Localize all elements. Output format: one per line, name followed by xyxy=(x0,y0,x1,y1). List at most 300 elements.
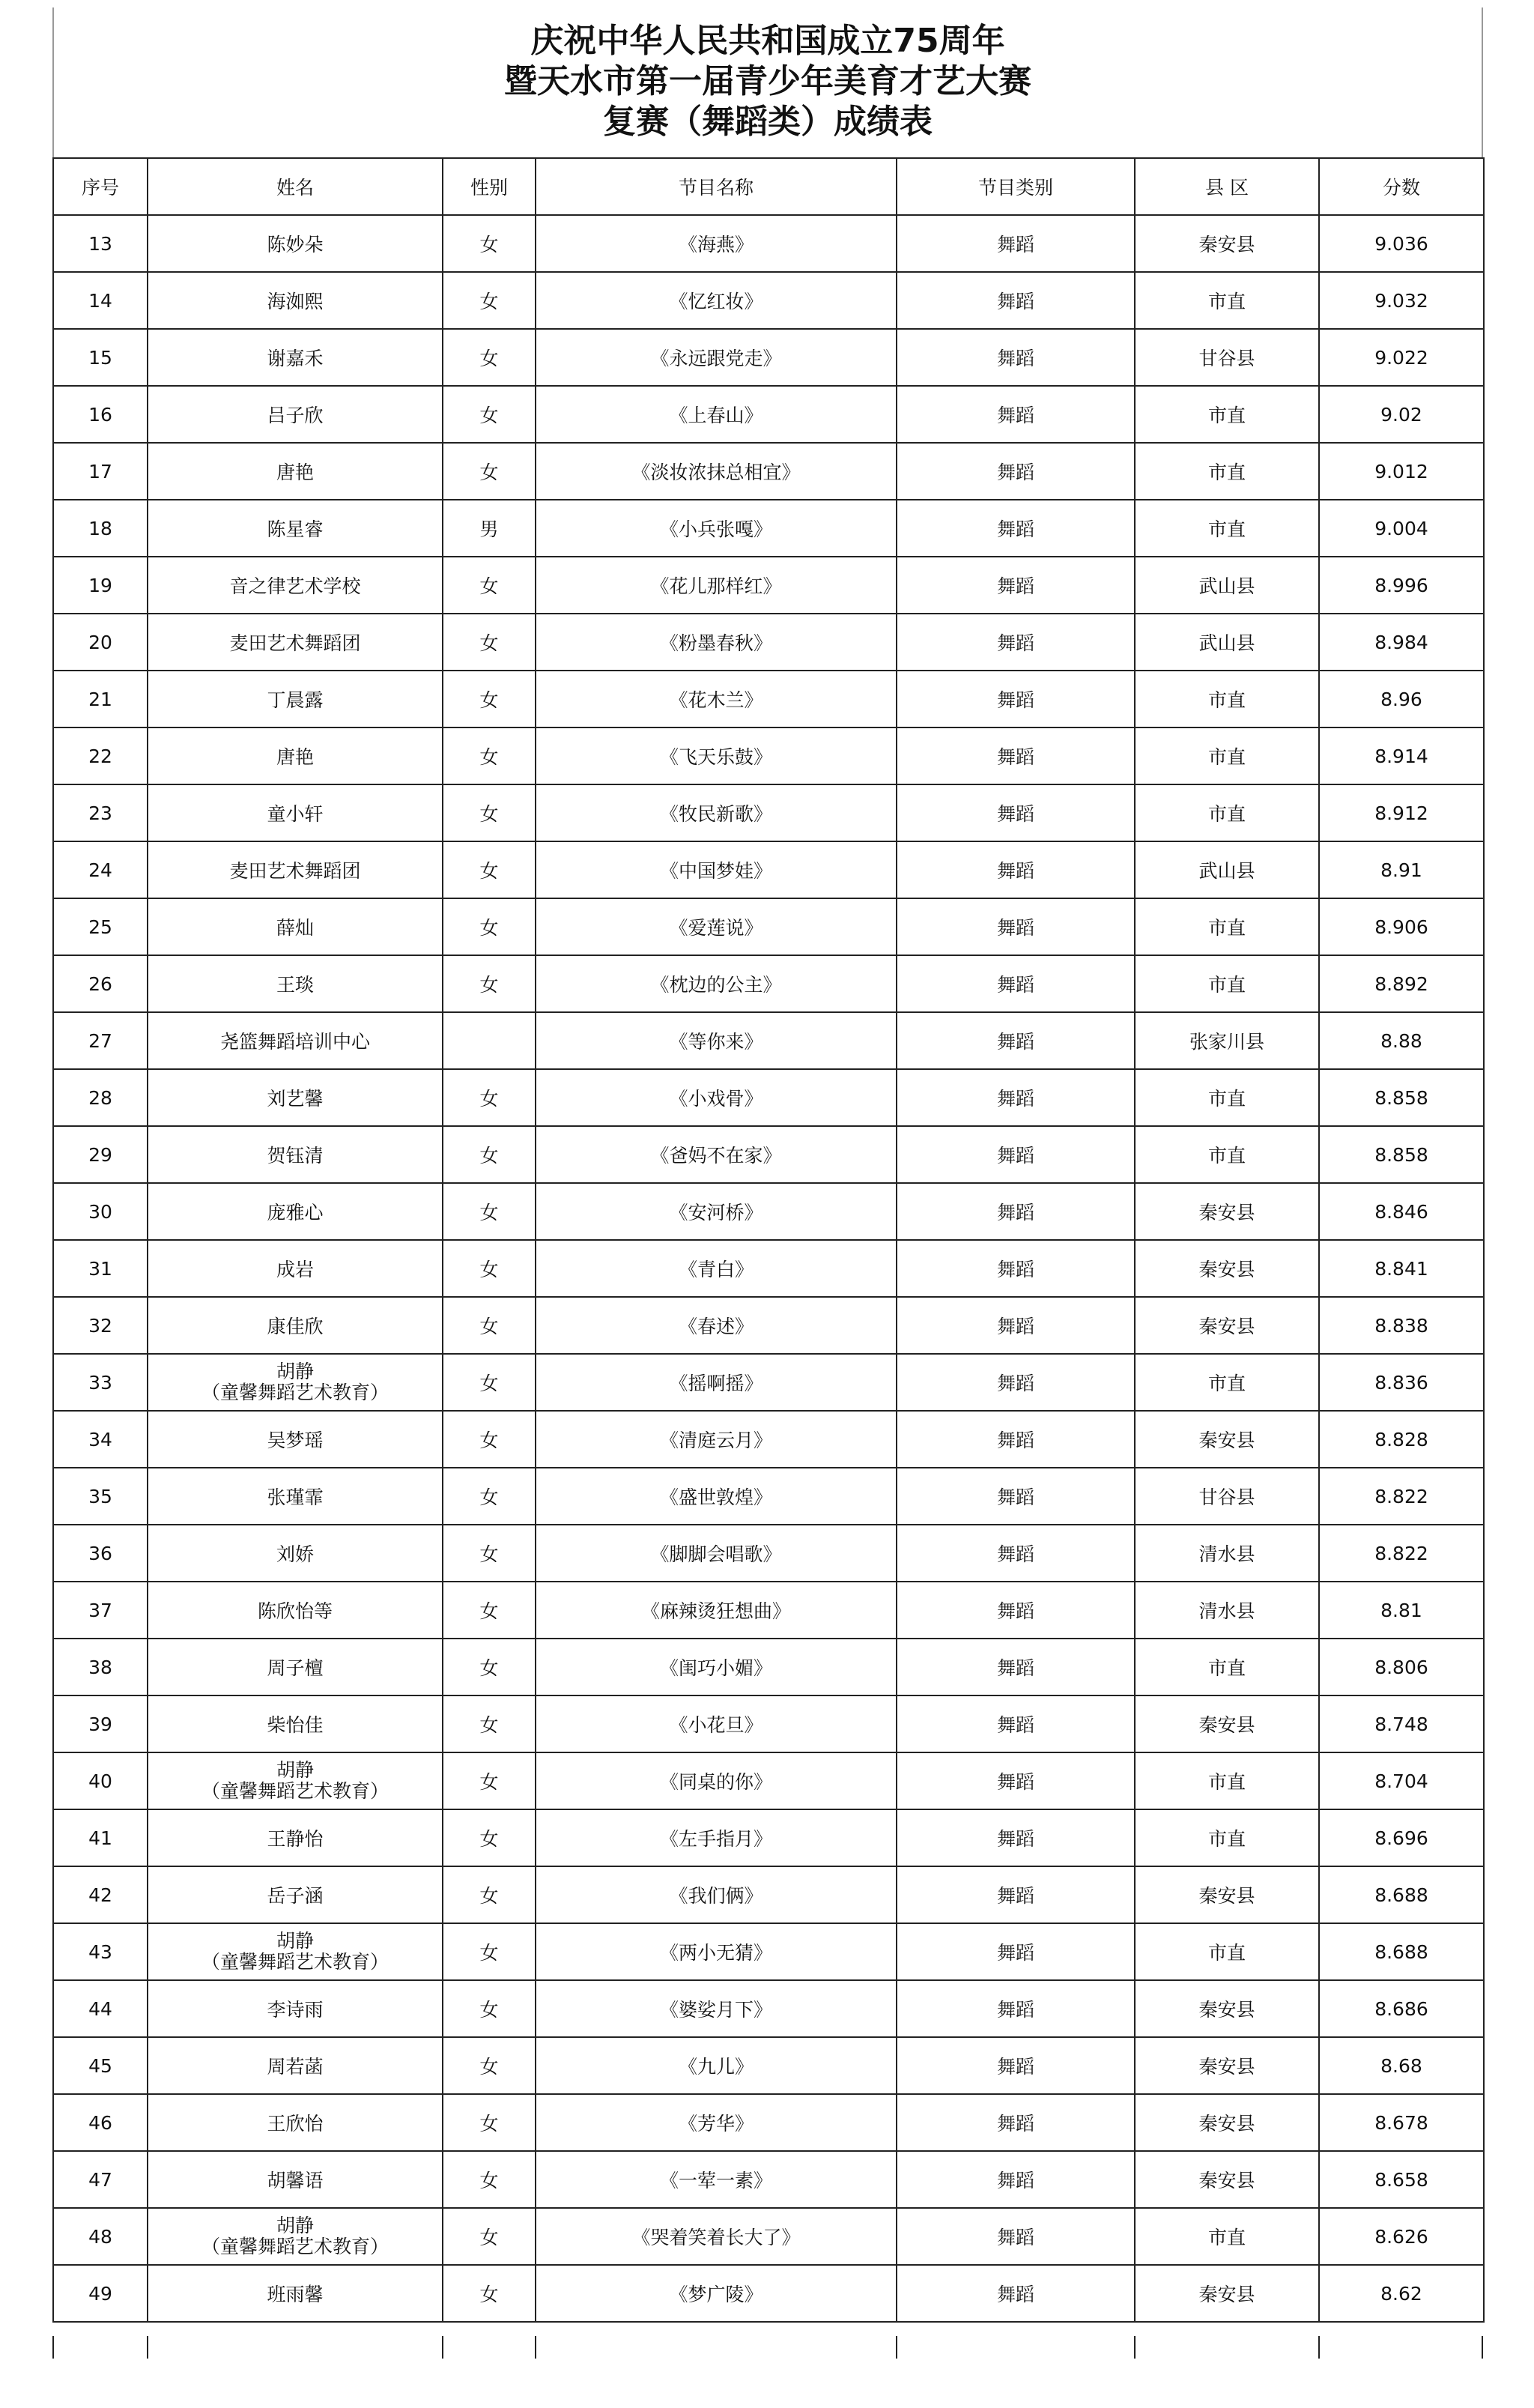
cell-score: 8.688 xyxy=(1319,1923,1484,1980)
cell-name: 王静怡 xyxy=(148,1809,443,1866)
cell-category: 舞蹈 xyxy=(897,2094,1135,2151)
cell-no: 39 xyxy=(53,1695,148,1752)
header-no: 序号 xyxy=(53,158,148,215)
cell-gender: 女 xyxy=(443,272,536,329)
table-row xyxy=(53,215,1484,272)
cell-region: 清水县 xyxy=(1135,1582,1319,1639)
cell-name: 岳子涵 xyxy=(148,1866,443,1923)
table-row xyxy=(53,1866,1484,1923)
cell-name: 谢嘉禾 xyxy=(148,329,443,386)
cell-region: 清水县 xyxy=(1135,1525,1319,1582)
table-row xyxy=(53,557,1484,614)
table-row xyxy=(53,1525,1484,1582)
cell-gender: 女 xyxy=(443,215,536,272)
cell-name: 王琰 xyxy=(148,955,443,1012)
cell-score: 9.036 xyxy=(1319,215,1484,272)
cell-gender: 女 xyxy=(443,1411,536,1468)
cell-program: 《永远跟党走》 xyxy=(536,329,897,386)
cell-name xyxy=(148,1923,443,1980)
cell-name: 麦田艺术舞蹈团 xyxy=(148,841,443,898)
cell-name: 薛灿 xyxy=(148,898,443,955)
cell-no: 13 xyxy=(53,215,148,272)
cell-name: 班雨馨 xyxy=(148,2265,443,2322)
cell-region: 秦安县 xyxy=(1135,1980,1319,2037)
cell-gender: 女 xyxy=(443,955,536,1012)
cell-program: 《安河桥》 xyxy=(536,1183,897,1240)
table-row xyxy=(53,272,1484,329)
cell-program: 《闺巧小媚》 xyxy=(536,1639,897,1695)
cell-name-organization: （童馨舞蹈艺术教育） xyxy=(201,1951,389,1973)
table-row xyxy=(53,1183,1484,1240)
cell-no: 27 xyxy=(53,1012,148,1069)
cell-name: 海洳熙 xyxy=(148,272,443,329)
cell-region: 甘谷县 xyxy=(1135,1468,1319,1525)
title-line-1: 庆祝中华人民共和国成立75周年 xyxy=(530,22,1005,60)
table-row xyxy=(53,1354,1484,1411)
cell-program: 《小花旦》 xyxy=(536,1695,897,1752)
cell-gender: 女 xyxy=(443,1752,536,1809)
cell-category: 舞蹈 xyxy=(897,1183,1135,1240)
cell-score: 8.822 xyxy=(1319,1525,1484,1582)
table-row xyxy=(53,1809,1484,1866)
cell-gender: 女 xyxy=(443,2094,536,2151)
cell-region: 武山县 xyxy=(1135,557,1319,614)
cell-name: 陈星睿 xyxy=(148,500,443,557)
cell-program: 《麻辣烫狂想曲》 xyxy=(536,1582,897,1639)
cell-name: 刘艺馨 xyxy=(148,1069,443,1126)
cell-score: 9.02 xyxy=(1319,386,1484,443)
header-program: 节目名称 xyxy=(536,158,897,215)
header-category: 节目类别 xyxy=(897,158,1135,215)
cell-category: 舞蹈 xyxy=(897,841,1135,898)
table-row xyxy=(53,1411,1484,1468)
cell-region: 秦安县 xyxy=(1135,2094,1319,2151)
cell-program: 《飞天乐鼓》 xyxy=(536,727,897,784)
cell-name-primary: 胡静 xyxy=(276,1930,314,1952)
cell-region: 市直 xyxy=(1135,1126,1319,1183)
cell-name xyxy=(148,2208,443,2265)
title-block xyxy=(52,7,1483,157)
cell-program: 《枕边的公主》 xyxy=(536,955,897,1012)
cell-score: 8.841 xyxy=(1319,1240,1484,1297)
cell-program: 《左手指月》 xyxy=(536,1809,897,1866)
cell-category: 舞蹈 xyxy=(897,1695,1135,1752)
cell-name-organization: （童馨舞蹈艺术教育） xyxy=(201,1780,389,1802)
cell-region: 市直 xyxy=(1135,784,1319,841)
cell-name-primary: 胡静 xyxy=(276,2215,314,2236)
cell-category: 舞蹈 xyxy=(897,557,1135,614)
cell-gender: 女 xyxy=(443,898,536,955)
table-row xyxy=(53,1126,1484,1183)
cell-name xyxy=(148,1752,443,1809)
cell-category: 舞蹈 xyxy=(897,1866,1135,1923)
cell-category: 舞蹈 xyxy=(897,1069,1135,1126)
cell-program: 《摇啊摇》 xyxy=(536,1354,897,1411)
cell-gender: 女 xyxy=(443,1639,536,1695)
cell-region: 秦安县 xyxy=(1135,2265,1319,2322)
cell-name-primary: 胡静 xyxy=(276,1361,314,1382)
cell-gender: 女 xyxy=(443,386,536,443)
cell-category: 舞蹈 xyxy=(897,1012,1135,1069)
cell-name: 唐艳 xyxy=(148,727,443,784)
cell-no: 43 xyxy=(53,1923,148,1980)
cell-category: 舞蹈 xyxy=(897,1297,1135,1354)
cell-score: 8.846 xyxy=(1319,1183,1484,1240)
cell-program: 《青白》 xyxy=(536,1240,897,1297)
cell-no: 14 xyxy=(53,272,148,329)
table-row xyxy=(53,329,1484,386)
cell-no: 34 xyxy=(53,1411,148,1468)
cell-name: 吕子欣 xyxy=(148,386,443,443)
cell-name: 音之律艺术学校 xyxy=(148,557,443,614)
cell-program: 《九儿》 xyxy=(536,2037,897,2094)
cell-no: 23 xyxy=(53,784,148,841)
cell-category: 舞蹈 xyxy=(897,2037,1135,2094)
cell-category: 舞蹈 xyxy=(897,443,1135,500)
cell-category: 舞蹈 xyxy=(897,1752,1135,1809)
table-row xyxy=(53,2151,1484,2208)
cell-program: 《上春山》 xyxy=(536,386,897,443)
cell-gender: 女 xyxy=(443,1923,536,1980)
cell-no: 24 xyxy=(53,841,148,898)
table-row xyxy=(53,2094,1484,2151)
cell-region: 市直 xyxy=(1135,727,1319,784)
cell-no: 42 xyxy=(53,1866,148,1923)
cell-category: 舞蹈 xyxy=(897,1809,1135,1866)
cell-region: 市直 xyxy=(1135,1639,1319,1695)
cell-program: 《哭着笑着长大了》 xyxy=(536,2208,897,2265)
cell-no: 46 xyxy=(53,2094,148,2151)
cell-score: 8.822 xyxy=(1319,1468,1484,1525)
cell-score: 8.836 xyxy=(1319,1354,1484,1411)
cell-gender: 男 xyxy=(443,500,536,557)
cell-region: 秦安县 xyxy=(1135,1240,1319,1297)
cell-gender: 女 xyxy=(443,1069,536,1126)
cell-gender: 女 xyxy=(443,614,536,671)
cell-gender: 女 xyxy=(443,1183,536,1240)
cell-name xyxy=(148,1354,443,1411)
cell-category: 舞蹈 xyxy=(897,898,1135,955)
cell-score: 8.984 xyxy=(1319,614,1484,671)
cell-name: 尧篮舞蹈培训中心 xyxy=(148,1012,443,1069)
cell-category: 舞蹈 xyxy=(897,1468,1135,1525)
cell-program: 《我们俩》 xyxy=(536,1866,897,1923)
cell-program: 《中国梦娃》 xyxy=(536,841,897,898)
cell-category: 舞蹈 xyxy=(897,955,1135,1012)
cell-region: 市直 xyxy=(1135,1354,1319,1411)
cell-program: 《清庭云月》 xyxy=(536,1411,897,1468)
cell-no: 37 xyxy=(53,1582,148,1639)
table-row xyxy=(53,2208,1484,2265)
cell-gender: 女 xyxy=(443,1582,536,1639)
cell-gender: 女 xyxy=(443,841,536,898)
table-row xyxy=(53,955,1484,1012)
cell-category: 舞蹈 xyxy=(897,1240,1135,1297)
cell-no: 36 xyxy=(53,1525,148,1582)
cell-gender: 女 xyxy=(443,2265,536,2322)
cell-category: 舞蹈 xyxy=(897,500,1135,557)
cell-category: 舞蹈 xyxy=(897,1923,1135,1980)
cell-gender: 女 xyxy=(443,1354,536,1411)
cell-no: 49 xyxy=(53,2265,148,2322)
table-body xyxy=(53,215,1484,2322)
header-region: 县 区 xyxy=(1135,158,1319,215)
table-row xyxy=(53,841,1484,898)
table-row xyxy=(53,443,1484,500)
cell-score: 9.022 xyxy=(1319,329,1484,386)
cell-gender xyxy=(443,1012,536,1069)
cell-name-organization: （童馨舞蹈艺术教育） xyxy=(201,2236,389,2257)
cell-program: 《一荤一素》 xyxy=(536,2151,897,2208)
cell-name: 陈欣怡等 xyxy=(148,1582,443,1639)
cell-name: 贺钰清 xyxy=(148,1126,443,1183)
table-row xyxy=(53,2037,1484,2094)
cell-score: 9.032 xyxy=(1319,272,1484,329)
cell-score: 8.806 xyxy=(1319,1639,1484,1695)
table-row xyxy=(53,1297,1484,1354)
cell-no: 25 xyxy=(53,898,148,955)
cell-category: 舞蹈 xyxy=(897,1582,1135,1639)
cell-category: 舞蹈 xyxy=(897,2151,1135,2208)
cell-program: 《小兵张嘎》 xyxy=(536,500,897,557)
cell-region: 市直 xyxy=(1135,1752,1319,1809)
table-row xyxy=(53,386,1484,443)
table-continuation xyxy=(52,2336,1483,2359)
cell-name: 刘娇 xyxy=(148,1525,443,1582)
cell-region: 市直 xyxy=(1135,671,1319,727)
cell-gender: 女 xyxy=(443,329,536,386)
cell-gender: 女 xyxy=(443,1695,536,1752)
cell-name-primary: 胡静 xyxy=(276,1759,314,1781)
cell-name-organization: （童馨舞蹈艺术教育） xyxy=(201,1382,389,1403)
cell-score: 8.912 xyxy=(1319,784,1484,841)
cell-gender: 女 xyxy=(443,1468,536,1525)
cell-score: 8.892 xyxy=(1319,955,1484,1012)
table-row xyxy=(53,671,1484,727)
cell-gender: 女 xyxy=(443,1809,536,1866)
cell-gender: 女 xyxy=(443,784,536,841)
cell-no: 32 xyxy=(53,1297,148,1354)
table-row xyxy=(53,1012,1484,1069)
cell-region: 市直 xyxy=(1135,386,1319,443)
cell-name: 童小轩 xyxy=(148,784,443,841)
cell-category: 舞蹈 xyxy=(897,329,1135,386)
cell-program: 《淡妆浓抹总相宜》 xyxy=(536,443,897,500)
cell-program: 《芳华》 xyxy=(536,2094,897,2151)
cell-name: 康佳欣 xyxy=(148,1297,443,1354)
cell-score: 8.828 xyxy=(1319,1411,1484,1468)
cell-region: 武山县 xyxy=(1135,841,1319,898)
header-name: 姓名 xyxy=(148,158,443,215)
cell-name: 成岩 xyxy=(148,1240,443,1297)
table-row xyxy=(53,1468,1484,1525)
cell-region: 市直 xyxy=(1135,1809,1319,1866)
cell-score: 9.012 xyxy=(1319,443,1484,500)
cell-score: 8.68 xyxy=(1319,2037,1484,2094)
cell-category: 舞蹈 xyxy=(897,215,1135,272)
cell-gender: 女 xyxy=(443,443,536,500)
table-row xyxy=(53,2265,1484,2322)
cell-category: 舞蹈 xyxy=(897,1639,1135,1695)
cell-gender: 女 xyxy=(443,2151,536,2208)
cell-name: 吴梦瑶 xyxy=(148,1411,443,1468)
cell-no: 40 xyxy=(53,1752,148,1809)
cell-score: 8.838 xyxy=(1319,1297,1484,1354)
cell-program: 《牧民新歌》 xyxy=(536,784,897,841)
cell-region: 张家川县 xyxy=(1135,1012,1319,1069)
cell-score: 8.996 xyxy=(1319,557,1484,614)
table-row xyxy=(53,1752,1484,1809)
cell-category: 舞蹈 xyxy=(897,727,1135,784)
cell-score: 8.626 xyxy=(1319,2208,1484,2265)
cell-program: 《小戏骨》 xyxy=(536,1069,897,1126)
cell-gender: 女 xyxy=(443,557,536,614)
cell-gender: 女 xyxy=(443,1525,536,1582)
cell-no: 26 xyxy=(53,955,148,1012)
cell-no: 20 xyxy=(53,614,148,671)
cell-score: 8.62 xyxy=(1319,2265,1484,2322)
cell-program: 《花木兰》 xyxy=(536,671,897,727)
cell-program: 《脚脚会唱歌》 xyxy=(536,1525,897,1582)
cell-no: 33 xyxy=(53,1354,148,1411)
cell-score: 8.748 xyxy=(1319,1695,1484,1752)
cell-category: 舞蹈 xyxy=(897,386,1135,443)
cell-program: 《爸妈不在家》 xyxy=(536,1126,897,1183)
score-table xyxy=(52,157,1485,2323)
cell-region: 秦安县 xyxy=(1135,215,1319,272)
cell-category: 舞蹈 xyxy=(897,1980,1135,2037)
cell-no: 15 xyxy=(53,329,148,386)
table-row xyxy=(53,1582,1484,1639)
table-header-row xyxy=(53,158,1484,215)
cell-no: 21 xyxy=(53,671,148,727)
cell-program: 《婆娑月下》 xyxy=(536,1980,897,2037)
cell-name: 柴怡佳 xyxy=(148,1695,443,1752)
table-row xyxy=(53,614,1484,671)
cell-no: 30 xyxy=(53,1183,148,1240)
cell-program: 《花儿那样红》 xyxy=(536,557,897,614)
cell-no: 31 xyxy=(53,1240,148,1297)
cell-region: 市直 xyxy=(1135,443,1319,500)
cell-category: 舞蹈 xyxy=(897,1354,1135,1411)
cell-no: 16 xyxy=(53,386,148,443)
table-row xyxy=(53,727,1484,784)
cell-score: 8.914 xyxy=(1319,727,1484,784)
table-row xyxy=(53,898,1484,955)
cell-score: 8.658 xyxy=(1319,2151,1484,2208)
cell-score: 8.704 xyxy=(1319,1752,1484,1809)
cell-no: 17 xyxy=(53,443,148,500)
table-row xyxy=(53,1069,1484,1126)
cell-score: 8.696 xyxy=(1319,1809,1484,1866)
cell-category: 舞蹈 xyxy=(897,2208,1135,2265)
cell-no: 22 xyxy=(53,727,148,784)
table-row xyxy=(53,1639,1484,1695)
cell-region: 市直 xyxy=(1135,2208,1319,2265)
cell-program: 《忆红妆》 xyxy=(536,272,897,329)
cell-score: 8.88 xyxy=(1319,1012,1484,1069)
cell-region: 秦安县 xyxy=(1135,1183,1319,1240)
cell-score: 8.688 xyxy=(1319,1866,1484,1923)
cell-region: 秦安县 xyxy=(1135,1297,1319,1354)
cell-program: 《梦广陵》 xyxy=(536,2265,897,2322)
cell-no: 29 xyxy=(53,1126,148,1183)
title-line-3: 复赛（舞蹈类）成绩表 xyxy=(603,103,933,141)
cell-no: 18 xyxy=(53,500,148,557)
cell-program: 《等你来》 xyxy=(536,1012,897,1069)
header-gender: 性别 xyxy=(443,158,536,215)
cell-program: 《同桌的你》 xyxy=(536,1752,897,1809)
cell-name: 麦田艺术舞蹈团 xyxy=(148,614,443,671)
cell-gender: 女 xyxy=(443,1240,536,1297)
cell-category: 舞蹈 xyxy=(897,1411,1135,1468)
cell-no: 41 xyxy=(53,1809,148,1866)
cell-category: 舞蹈 xyxy=(897,614,1135,671)
cell-score: 9.004 xyxy=(1319,500,1484,557)
cell-gender: 女 xyxy=(443,1980,536,2037)
cell-category: 舞蹈 xyxy=(897,1126,1135,1183)
cell-region: 市直 xyxy=(1135,898,1319,955)
cell-region: 市直 xyxy=(1135,1923,1319,1980)
cell-no: 45 xyxy=(53,2037,148,2094)
cell-name: 唐艳 xyxy=(148,443,443,500)
table-row xyxy=(53,1923,1484,1980)
cell-category: 舞蹈 xyxy=(897,272,1135,329)
cell-region: 市直 xyxy=(1135,1069,1319,1126)
header-score: 分数 xyxy=(1319,158,1484,215)
cell-region: 市直 xyxy=(1135,955,1319,1012)
cell-no: 35 xyxy=(53,1468,148,1525)
cell-program: 《春述》 xyxy=(536,1297,897,1354)
table-row xyxy=(53,784,1484,841)
cell-no: 38 xyxy=(53,1639,148,1695)
cell-score: 8.858 xyxy=(1319,1069,1484,1126)
cell-category: 舞蹈 xyxy=(897,1525,1135,1582)
cell-name: 周若菡 xyxy=(148,2037,443,2094)
cell-score: 8.96 xyxy=(1319,671,1484,727)
cell-region: 秦安县 xyxy=(1135,1411,1319,1468)
cell-program: 《海燕》 xyxy=(536,215,897,272)
cell-no: 47 xyxy=(53,2151,148,2208)
cell-name: 庞雅心 xyxy=(148,1183,443,1240)
cell-score: 8.81 xyxy=(1319,1582,1484,1639)
cell-gender: 女 xyxy=(443,2037,536,2094)
cell-region: 秦安县 xyxy=(1135,1695,1319,1752)
table-row xyxy=(53,1240,1484,1297)
cell-name: 胡馨语 xyxy=(148,2151,443,2208)
title-line-2: 暨天水市第一届青少年美育才艺大赛 xyxy=(504,62,1031,100)
cell-name: 周子檀 xyxy=(148,1639,443,1695)
cell-gender: 女 xyxy=(443,1866,536,1923)
table-row xyxy=(53,1695,1484,1752)
cell-name: 陈妙朵 xyxy=(148,215,443,272)
cell-no: 19 xyxy=(53,557,148,614)
cell-program: 《粉墨春秋》 xyxy=(536,614,897,671)
table-row xyxy=(53,500,1484,557)
cell-region: 秦安县 xyxy=(1135,2037,1319,2094)
cell-region: 甘谷县 xyxy=(1135,329,1319,386)
cell-region: 市直 xyxy=(1135,272,1319,329)
cell-score: 8.906 xyxy=(1319,898,1484,955)
cell-no: 44 xyxy=(53,1980,148,2037)
cell-region: 秦安县 xyxy=(1135,2151,1319,2208)
cell-gender: 女 xyxy=(443,1126,536,1183)
cell-name: 李诗雨 xyxy=(148,1980,443,2037)
cell-gender: 女 xyxy=(443,727,536,784)
cell-gender: 女 xyxy=(443,671,536,727)
cell-category: 舞蹈 xyxy=(897,671,1135,727)
cell-region: 武山县 xyxy=(1135,614,1319,671)
